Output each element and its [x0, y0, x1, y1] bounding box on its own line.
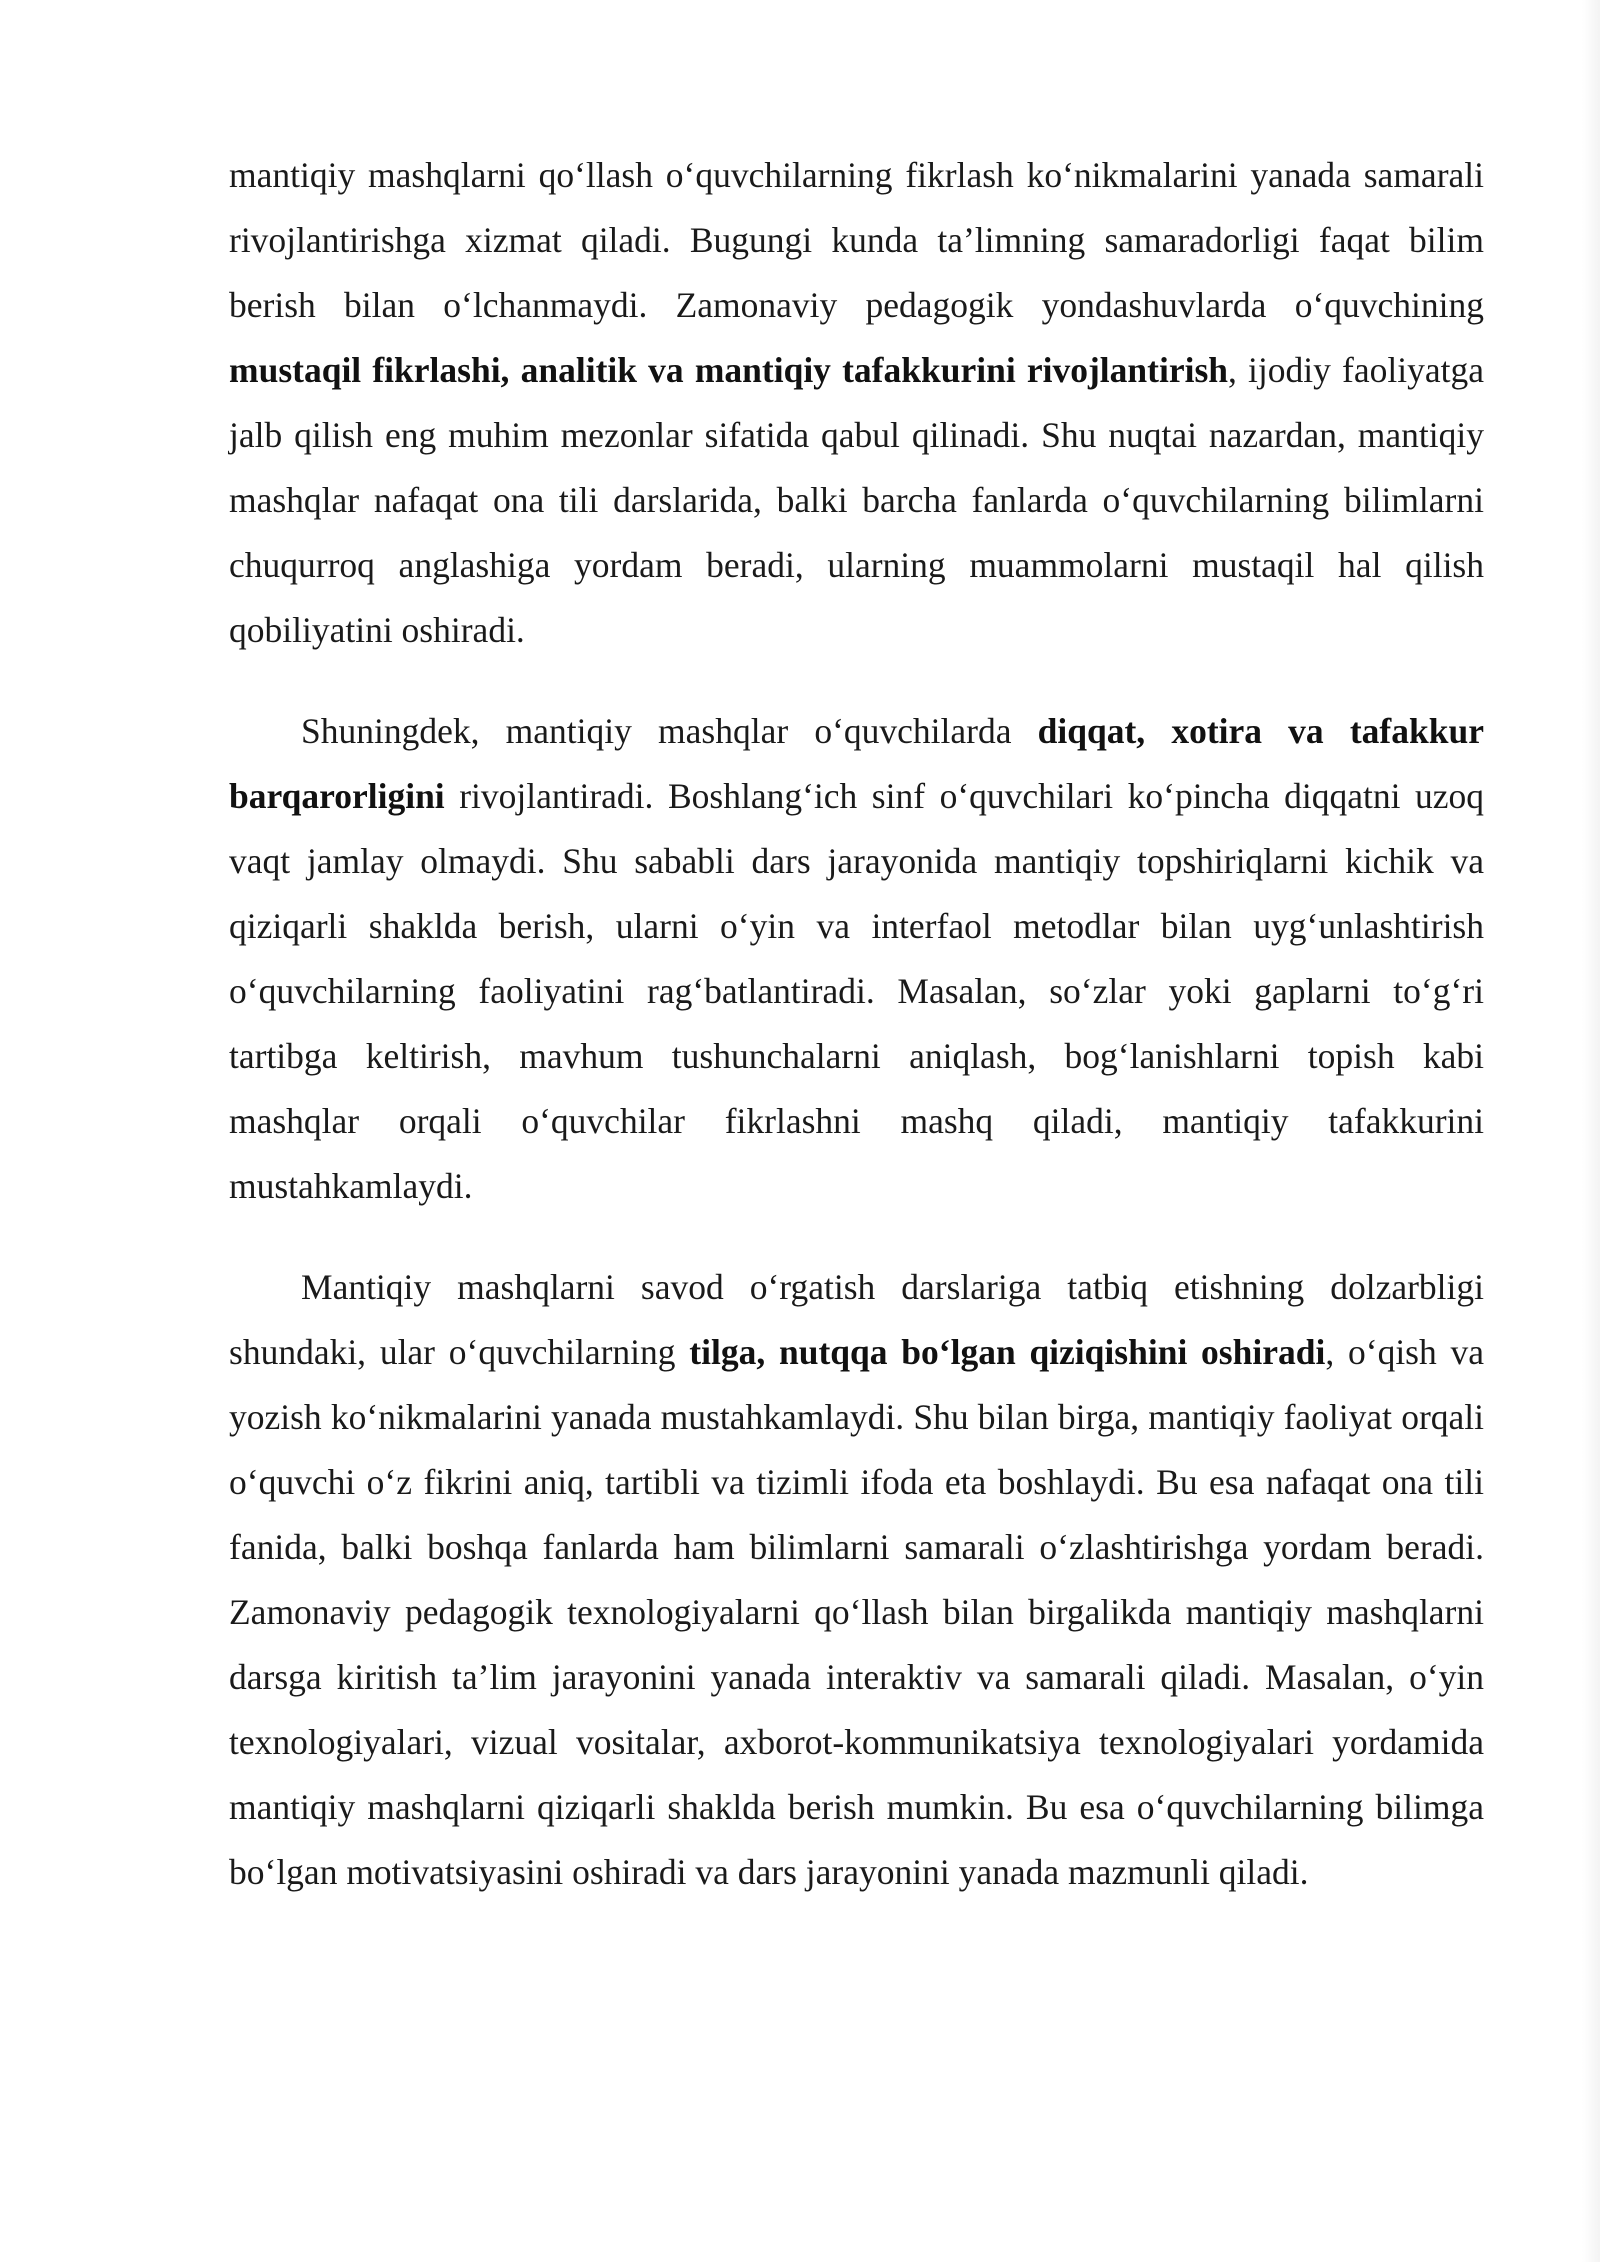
paragraph-text: mantiqiy mashqlarni qo‘llash o‘quvchilarning fikrlash ko‘nikmalarini yanada samarali rivojlantirishga xizmat qiladi. Bugungi kunda ta’limning samaradorligi faqat bilim berish bilan o‘lchanmaydi. Zamonaviy pedagogik yondashuvlarda o‘quvchining	[229, 155, 1484, 325]
paragraph-text: Shuningdek, mantiqiy mashqlar o‘quvchilarda	[301, 711, 1038, 751]
paragraph-text: , o‘qish va yozish ko‘nikmalarini yanada mustahkamlaydi. Shu bilan birga, mantiqiy faoliyat orqali o‘quvchi o‘z fikrini aniq, tartibli va tizimli ifoda eta boshlaydi. Bu esa nafaqat ona tili fanida, balki boshqa fanlarda ham bilimlarni samarali o‘zlashtirishga yordam beradi. Zamonaviy pedagogik texnologiyalarni qo‘llash bilan birgalikda mantiqiy mashqlarni darsga kiritish ta’lim jarayonini yanada interaktiv va samarali qiladi. Masalan, o‘yin texnologiyalari, vizual vositalar, axborot-kommunikatsiya texnologiyalari yordamida mantiqiy mashqlarni qiziqarli shaklda berish mumkin. Bu esa o‘quvchilarning bilimga bo‘lgan motivatsiyasini oshiradi va dars jarayonini yanada mazmunli qiladi.	[229, 1332, 1485, 1892]
page-edge-shadow	[1582, 0, 1600, 2262]
paragraph-3	[229, 1255, 1484, 1905]
bold-phrase: tilga, nutqqa bo‘lgan qiziqishini oshiradi	[689, 1332, 1326, 1372]
bold-phrase: diqqat, xotira va tafakkur barqarorligini	[229, 711, 1484, 816]
paragraph-2	[229, 699, 1484, 1219]
paragraph-text: rivojlantiradi. Boshlang‘ich sinf o‘quvchilari ko‘pincha diqqatni uzoq vaqt jamlay olmaydi. Shu sababli dars jarayonida mantiqiy topshiriqlarni kichik va qiziqarli shaklda berish, ularni o‘yin va interfaol metodlar bilan uyg‘unlashtirish o‘quvchilarning faoliyatini rag‘batlantiradi. Masalan, so‘zlar yoki gaplarni to‘g‘ri tartibga keltirish, mavhum tushunchalarni aniqlash, bog‘lanishlarni topish kabi mashqlar orqali o‘quvchilar fikrlashni mashq qiladi, mantiqiy tafakkurini mustahkamlaydi.	[229, 776, 1484, 1206]
paragraph-text: Mantiqiy mashqlarni savod o‘rgatish darslariga tatbiq etishning dolzarbligi shundaki, ular o‘quvchilarning	[229, 1267, 1484, 1372]
document-body	[229, 143, 1484, 1941]
bold-phrase: mustaqil fikrlashi, analitik va mantiqiy tafakkurini rivojlantirish	[229, 350, 1229, 390]
paragraph-1	[229, 143, 1484, 663]
paragraph-text: , ijodiy faoliyatga jalb qilish eng muhim mezonlar sifatida qabul qilinadi. Shu nuqtai nazardan, mantiqiy mashqlar nafaqat ona tili darslarida, balki barcha fanlarda o‘quvchilarning bilimlarni chuqurroq anglashiga yordam beradi, ularning muammolarni mustaqil hal qilish qobiliyatini oshiradi.	[229, 350, 1484, 650]
